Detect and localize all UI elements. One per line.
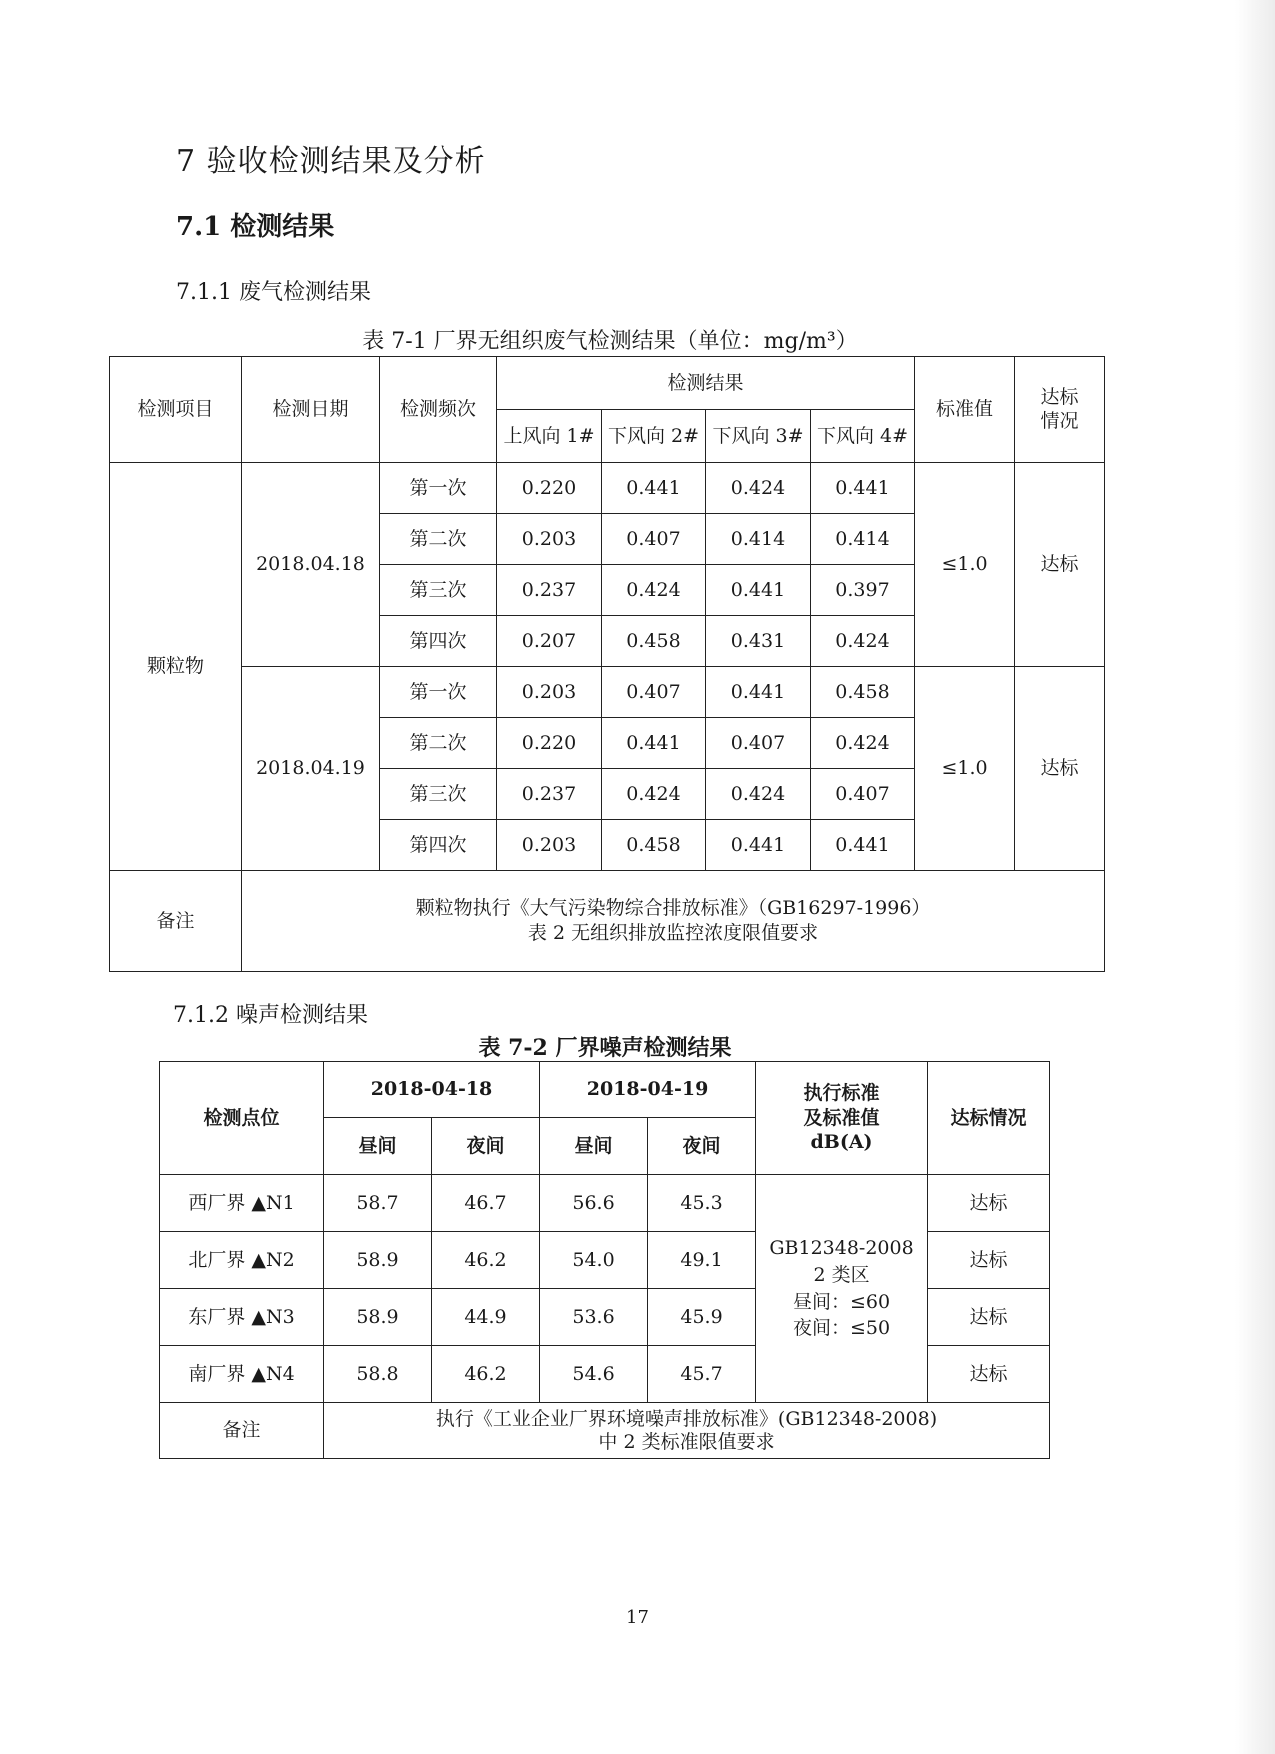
freq-cell: 第二次	[380, 718, 497, 769]
subsection-title: 7.1 检测结果	[176, 212, 335, 242]
standard-value: ≤1.0	[915, 463, 1015, 667]
section-title: 7 验收检测结果及分析	[176, 144, 486, 179]
standard-value: ≤1.0	[915, 667, 1015, 871]
value-cell: 0.424	[811, 718, 915, 769]
freq-cell: 第四次	[380, 616, 497, 667]
freq-cell: 第一次	[380, 667, 497, 718]
header-results: 检测结果	[497, 357, 915, 410]
value-cell: 0.424	[811, 616, 915, 667]
item-name: 颗粒物	[110, 463, 242, 871]
value-cell: 0.397	[811, 565, 915, 616]
note-label: 备注	[110, 871, 242, 972]
header-point-1: 上风向 1#	[497, 410, 602, 463]
group-date: 2018.04.19	[242, 667, 380, 871]
note-row	[160, 1403, 1050, 1459]
value-cell: 0.237	[497, 565, 602, 616]
status-cell: 达标	[1015, 463, 1105, 667]
value-cell: 0.407	[811, 769, 915, 820]
header-point: 检测点位	[160, 1062, 324, 1175]
point-cell: 西厂界 ▲N1	[160, 1175, 324, 1232]
value-cell: 49.1	[648, 1232, 756, 1289]
waste-gas-heading: 7.1.1 废气检测结果	[176, 280, 371, 305]
value-cell: 0.441	[811, 820, 915, 871]
value-cell: 0.441	[706, 820, 811, 871]
freq-cell: 第三次	[380, 769, 497, 820]
value-cell: 58.9	[324, 1232, 432, 1289]
note-row	[110, 871, 1105, 972]
note-text: 执行《工业企业厂界环境噪声排放标准》(GB12348-2008) 中 2 类标准限值要求	[324, 1403, 1050, 1459]
table2-caption: 表 7-2 厂界噪声检测结果	[478, 1035, 732, 1061]
header-date-1: 2018-04-18	[324, 1062, 540, 1118]
note-text: 颗粒物执行《大气污染物综合排放标准》（GB16297-1996） 表 2 无组织排放监控浓度限值要求	[242, 871, 1105, 972]
value-cell: 0.458	[602, 616, 706, 667]
freq-cell: 第二次	[380, 514, 497, 565]
value-cell: 0.220	[497, 463, 602, 514]
table-row	[110, 667, 1105, 718]
status-cell: 达标	[928, 1289, 1050, 1346]
value-cell: 0.441	[602, 718, 706, 769]
value-cell: 45.7	[648, 1346, 756, 1403]
table-row	[160, 1175, 1050, 1232]
value-cell: 0.203	[497, 667, 602, 718]
value-cell: 0.441	[602, 463, 706, 514]
value-cell: 46.7	[432, 1175, 540, 1232]
header-night-2: 夜间	[648, 1118, 756, 1175]
scan-edge-shadow	[1235, 0, 1275, 1754]
status-cell: 达标	[928, 1346, 1050, 1403]
note-label: 备注	[160, 1403, 324, 1459]
point-cell: 东厂界 ▲N3	[160, 1289, 324, 1346]
value-cell: 0.407	[602, 667, 706, 718]
value-cell: 0.424	[706, 769, 811, 820]
standard-cell: GB12348-2008 2 类区 昼间：≤60 夜间：≤50	[756, 1175, 928, 1403]
point-cell: 北厂界 ▲N2	[160, 1232, 324, 1289]
header-night-1: 夜间	[432, 1118, 540, 1175]
value-cell: 0.414	[706, 514, 811, 565]
value-cell: 46.2	[432, 1232, 540, 1289]
freq-cell: 第一次	[380, 463, 497, 514]
page-number: 17	[626, 1607, 649, 1628]
value-cell: 0.431	[706, 616, 811, 667]
noise-table	[159, 1061, 1050, 1459]
header-date: 检测日期	[242, 357, 380, 463]
value-cell: 0.458	[811, 667, 915, 718]
header-standard: 标准值	[915, 357, 1015, 463]
value-cell: 0.441	[811, 463, 915, 514]
value-cell: 0.424	[602, 769, 706, 820]
header-status: 达标情况	[928, 1062, 1050, 1175]
table-row	[110, 463, 1105, 514]
status-cell: 达标	[1015, 667, 1105, 871]
noise-heading: 7.1.2 噪声检测结果	[173, 1003, 368, 1028]
freq-cell: 第三次	[380, 565, 497, 616]
header-point-4: 下风向 4#	[811, 410, 915, 463]
value-cell: 45.3	[648, 1175, 756, 1232]
value-cell: 0.207	[497, 616, 602, 667]
header-freq: 检测频次	[380, 357, 497, 463]
header-status: 达标情况	[1015, 357, 1105, 463]
header-point-3: 下风向 3#	[706, 410, 811, 463]
value-cell: 0.237	[497, 769, 602, 820]
value-cell: 0.203	[497, 514, 602, 565]
header-standard: 执行标准 及标准值 dB(A)	[756, 1062, 928, 1175]
value-cell: 46.2	[432, 1346, 540, 1403]
value-cell: 0.414	[811, 514, 915, 565]
waste-gas-table	[109, 356, 1105, 972]
value-cell: 54.6	[540, 1346, 648, 1403]
header-point-2: 下风向 2#	[602, 410, 706, 463]
value-cell: 0.220	[497, 718, 602, 769]
value-cell: 53.6	[540, 1289, 648, 1346]
header-day-1: 昼间	[324, 1118, 432, 1175]
value-cell: 0.407	[706, 718, 811, 769]
value-cell: 0.424	[706, 463, 811, 514]
group-date: 2018.04.18	[242, 463, 380, 667]
status-cell: 达标	[928, 1232, 1050, 1289]
value-cell: 58.9	[324, 1289, 432, 1346]
value-cell: 0.203	[497, 820, 602, 871]
header-item: 检测项目	[110, 357, 242, 463]
table1-caption: 表 7-1 厂界无组织废气检测结果（单位：mg/m³）	[362, 329, 858, 354]
header-date-2: 2018-04-19	[540, 1062, 756, 1118]
value-cell: 0.458	[602, 820, 706, 871]
header-day-2: 昼间	[540, 1118, 648, 1175]
value-cell: 54.0	[540, 1232, 648, 1289]
value-cell: 58.8	[324, 1346, 432, 1403]
value-cell: 44.9	[432, 1289, 540, 1346]
value-cell: 56.6	[540, 1175, 648, 1232]
value-cell: 0.441	[706, 565, 811, 616]
value-cell: 45.9	[648, 1289, 756, 1346]
freq-cell: 第四次	[380, 820, 497, 871]
value-cell: 0.424	[602, 565, 706, 616]
value-cell: 58.7	[324, 1175, 432, 1232]
point-cell: 南厂界 ▲N4	[160, 1346, 324, 1403]
status-cell: 达标	[928, 1175, 1050, 1232]
value-cell: 0.407	[602, 514, 706, 565]
value-cell: 0.441	[706, 667, 811, 718]
